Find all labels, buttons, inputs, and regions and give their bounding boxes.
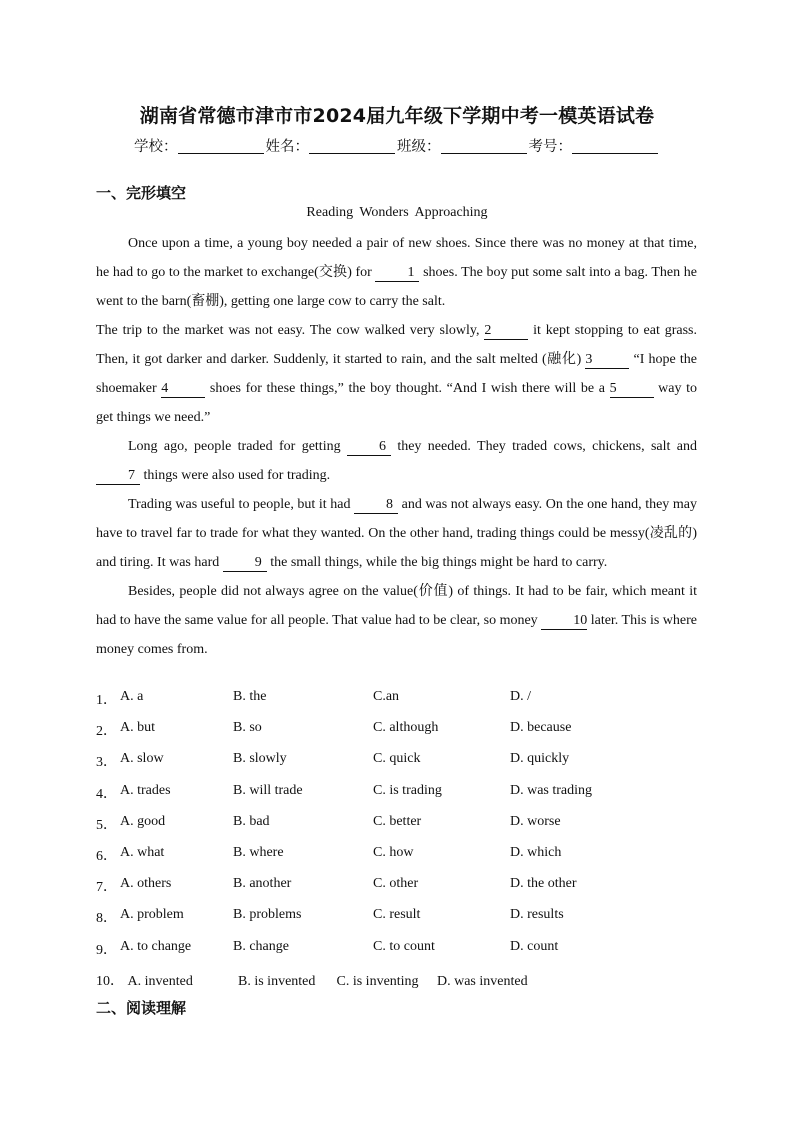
chinese-gloss: 畜棚 <box>191 293 220 309</box>
option-a[interactable]: A. but <box>120 720 155 736</box>
question-number: 8． <box>96 911 117 927</box>
option-a[interactable]: A. to change <box>120 938 192 954</box>
option-d[interactable]: D. which <box>510 844 562 860</box>
class-label: 班级： <box>397 139 441 155</box>
chinese-gloss: 凌乱的 <box>649 525 693 541</box>
option-a[interactable]: A. problem <box>120 907 184 923</box>
text: they needed. They traded cows, chickens, salt and <box>390 439 697 454</box>
name-blank[interactable] <box>309 139 395 154</box>
text: “I hope the shoemaker <box>96 352 698 396</box>
text: and was not always easy. On the one hand, they may have to travel far to trade for what they wanted. On the other hand, trading things could be messy( <box>96 497 697 541</box>
text: ) <box>576 352 586 367</box>
option-d[interactable]: D. results <box>510 907 564 923</box>
school-blank[interactable] <box>178 139 264 154</box>
option-d[interactable]: D. quickly <box>510 751 570 767</box>
question-number: 5． <box>96 817 117 833</box>
question-number: 7． <box>96 880 117 896</box>
answer-options <box>96 689 716 1001</box>
option-a[interactable]: A. slow <box>120 751 164 767</box>
chinese-gloss: 融化 <box>546 351 577 367</box>
blank-10[interactable]: 10 <box>541 613 587 630</box>
text: way to get things we need.” <box>96 381 697 425</box>
name-label: 姓名： <box>265 139 309 155</box>
option-b[interactable]: B. change <box>233 938 289 954</box>
question-row <box>96 751 716 782</box>
option-d[interactable]: D. worse <box>510 813 561 829</box>
option-c[interactable]: C. quick <box>373 751 421 767</box>
option-b[interactable]: B. is invented <box>238 973 316 989</box>
text: later. This is where money comes from. <box>96 613 698 657</box>
school-label: 学校： <box>134 139 178 155</box>
question-number: 4． <box>96 786 117 802</box>
blank-6[interactable]: 6 <box>347 439 391 456</box>
section-heading-reading: 二、阅读理解 <box>96 999 187 1017</box>
class-blank[interactable] <box>441 139 527 154</box>
option-a[interactable]: A. trades <box>120 782 171 798</box>
option-c[interactable]: C. is inventing <box>336 973 419 989</box>
chinese-gloss: 价值 <box>417 583 449 599</box>
paragraph-1 <box>96 229 697 316</box>
option-a[interactable]: A. others <box>120 876 172 892</box>
option-a[interactable]: A. good <box>120 813 166 829</box>
option-b[interactable]: B. so <box>233 720 262 736</box>
text: things were also used for trading. <box>140 468 331 483</box>
option-d[interactable]: D. was invented <box>437 973 528 989</box>
question-row <box>96 939 716 970</box>
text: shoes. The boy put some salt into a bag. Then he went to the barn( <box>96 265 697 309</box>
blank-5[interactable]: 5 <box>610 381 654 398</box>
blank-2[interactable]: 2 <box>484 323 528 340</box>
blank-9[interactable]: 9 <box>223 555 267 572</box>
text: The trip to the market was not easy. The cow walked very slowly, <box>96 323 485 338</box>
question-row <box>96 689 716 720</box>
question-row <box>96 720 716 751</box>
blank-8[interactable]: 8 <box>354 497 398 514</box>
option-a[interactable]: A. a <box>120 689 144 704</box>
cloze-passage <box>96 229 697 664</box>
question-number: 3． <box>96 755 117 771</box>
option-c[interactable]: C. is trading <box>373 782 442 798</box>
text: shoes for these things,” the boy thought. “And I wish there will be a <box>205 381 610 396</box>
blank-4[interactable]: 4 <box>161 381 205 398</box>
option-d[interactable]: D. count <box>510 938 559 954</box>
option-b[interactable]: B. slowly <box>233 751 287 767</box>
option-b[interactable]: B. problems <box>233 907 302 923</box>
passage-title: Reading Wonders Approaching <box>306 205 488 220</box>
text: Long ago, people traded for getting <box>128 439 347 454</box>
exam-no-label: 考号： <box>528 139 572 155</box>
option-c[interactable]: C. result <box>373 907 421 923</box>
text: Once upon a time, a young boy needed a pair of new shoes. Since there was no money at that time, he had to go to the market to exchange( <box>96 236 697 280</box>
option-b[interactable]: B. where <box>233 844 284 860</box>
option-d[interactable]: D. the other <box>510 876 577 892</box>
question-number: 1． <box>96 693 117 708</box>
option-d[interactable]: D. was trading <box>510 782 593 798</box>
option-b[interactable]: B. another <box>233 876 292 892</box>
question-row <box>96 783 716 814</box>
question-row <box>96 876 716 907</box>
question-number: 2． <box>96 724 117 740</box>
option-a[interactable]: A. what <box>120 844 165 860</box>
option-c[interactable]: C.an <box>373 689 400 704</box>
text: it kept stopping to eat grass. Then, it got darker and darker. Suddenly, it started to rain, and the salt melted ( <box>96 323 697 367</box>
question-row <box>96 970 716 1001</box>
paragraph-4 <box>96 490 697 577</box>
blank-1[interactable]: 1 <box>375 265 419 282</box>
option-d[interactable]: D. / <box>510 689 531 704</box>
question-number: 9． <box>96 942 117 958</box>
text: Besides, people did not always agree on the value( <box>128 584 418 599</box>
paragraph-3 <box>96 432 697 490</box>
text: ) and tiring. It was hard <box>96 526 698 570</box>
option-c[interactable]: C. although <box>373 720 439 736</box>
paragraph-2 <box>96 316 697 432</box>
option-c[interactable]: C. other <box>373 876 419 892</box>
text: the small things, while the big things might be hard to carry. <box>266 555 608 570</box>
student-info-line <box>0 135 794 156</box>
blank-7[interactable]: 7 <box>96 468 140 485</box>
option-a[interactable]: A. invented <box>127 973 193 989</box>
paragraph-5 <box>96 577 697 664</box>
section-heading-cloze: 一、完形填空 <box>96 184 187 202</box>
exam-no-blank[interactable] <box>572 139 658 154</box>
question-row <box>96 907 716 938</box>
question-number: 10． <box>96 973 124 989</box>
option-b[interactable]: B. the <box>233 689 267 704</box>
question-number: 6． <box>96 848 117 864</box>
text: ), getting one large cow to carry the salt. <box>219 294 446 309</box>
question-row <box>96 845 716 876</box>
text: ) of things. It had to be fair, which meant it had to have the same value for all people. That value had to be clear, so money <box>96 584 697 628</box>
option-b[interactable]: B. bad <box>233 813 270 829</box>
blank-3[interactable]: 3 <box>585 352 629 369</box>
option-c[interactable]: C. how <box>373 844 414 860</box>
option-c[interactable]: C. to count <box>373 938 435 954</box>
question-row <box>96 814 716 845</box>
chinese-gloss: 交换 <box>318 264 348 280</box>
option-d[interactable]: D. because <box>510 720 572 736</box>
text: ) for <box>347 265 376 280</box>
option-c[interactable]: C. better <box>373 813 422 829</box>
page-title: 湖南省常德市津市市2024届九年级下学期中考一模英语试卷 <box>139 105 655 127</box>
option-b[interactable]: B. will trade <box>233 782 303 798</box>
text: Trading was useful to people, but it had <box>128 497 355 512</box>
